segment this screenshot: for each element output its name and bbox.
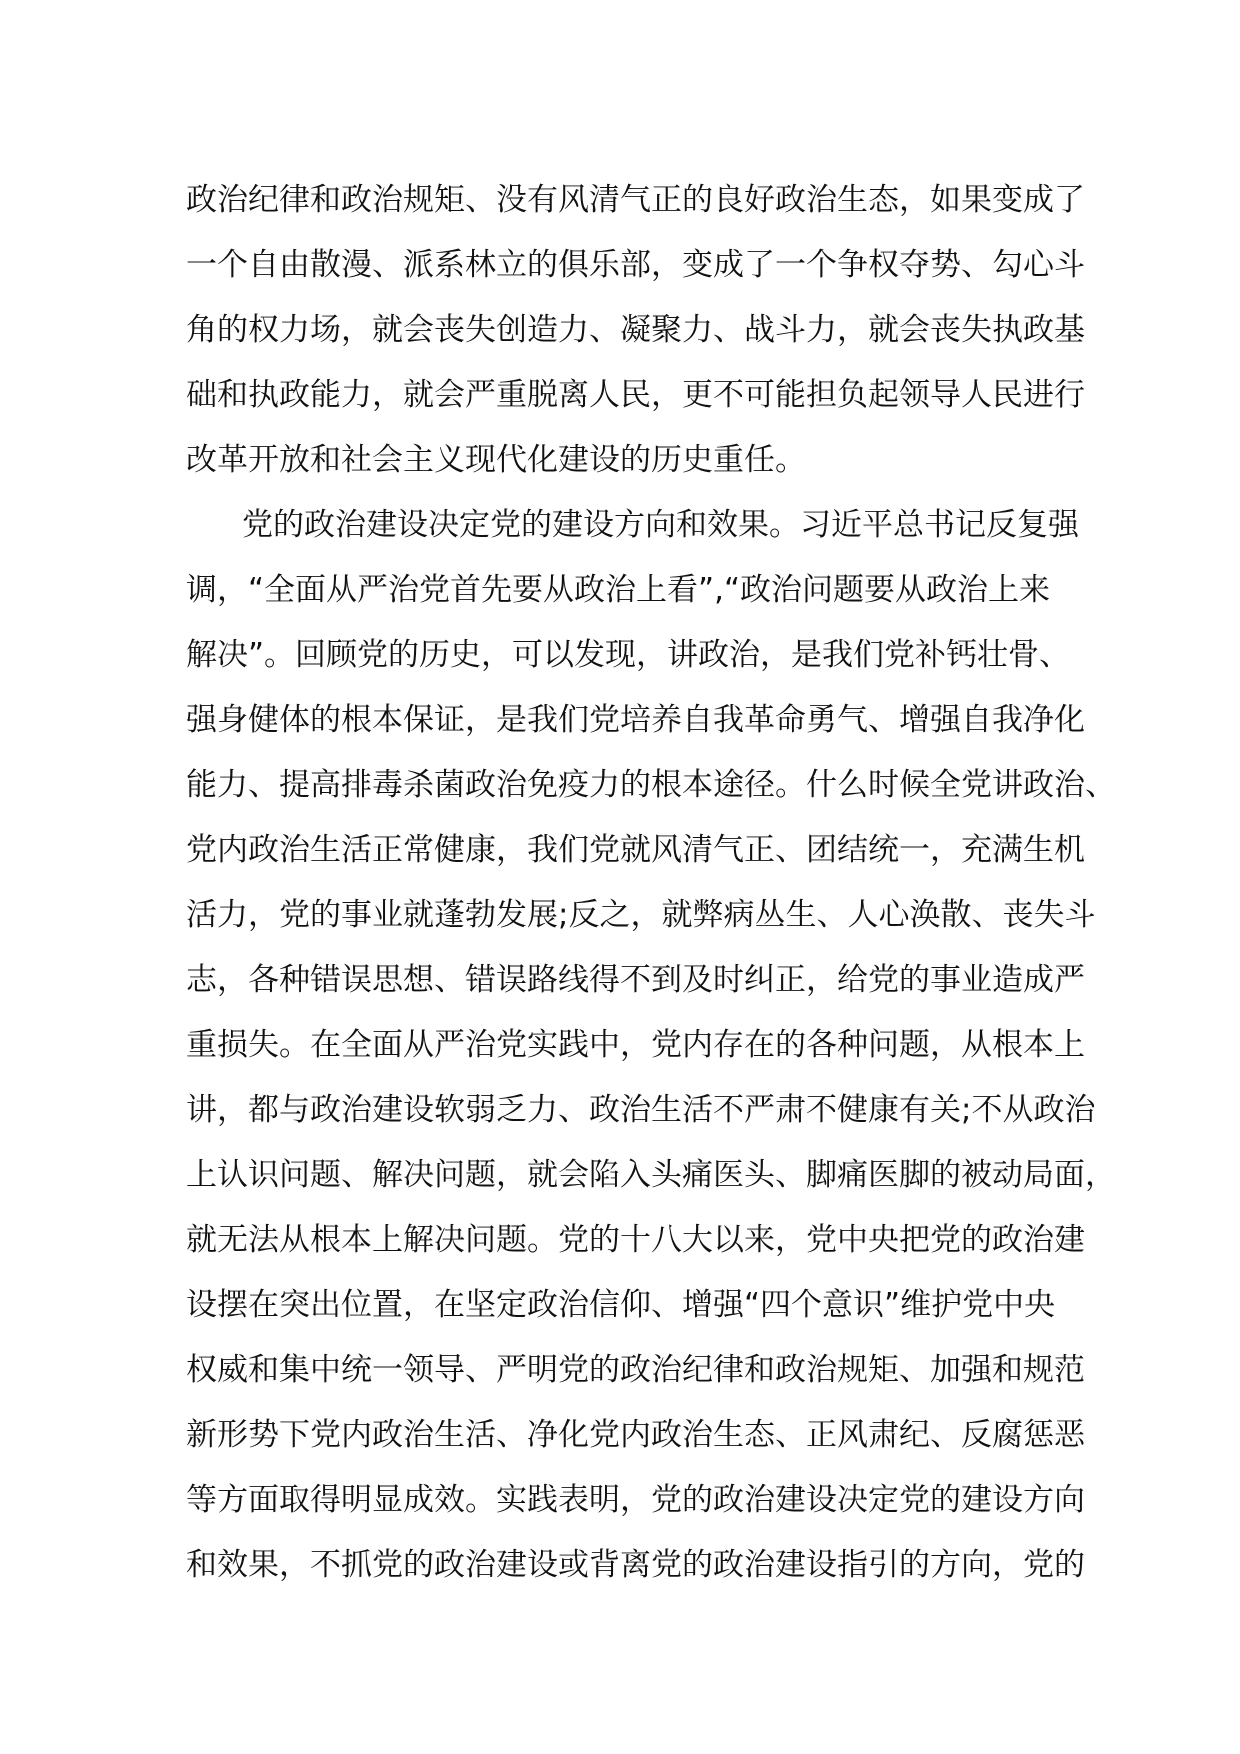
text-line: 上认识问题、解决问题，就会陷入头痛医头、脚痛医脚的被动局面， xyxy=(186,1157,1116,1193)
text-line: 强身健体的根本保证，是我们党培养自我革命勇气、增强自我净化 xyxy=(186,702,1085,738)
body-text xyxy=(186,168,1116,1598)
text-line: 就无法从根本上解决问题。党的十八大以来，党中央把党的政治建 xyxy=(186,1222,1085,1258)
text-line: 调，“全面从严治党首先要从政治上看”,“政治问题要从政治上来 xyxy=(186,572,1051,608)
text-line: 权威和集中统一领导、严明党的政治纪律和政治规矩、加强和规范 xyxy=(186,1352,1085,1388)
text-line: 政治纪律和政治规矩、没有风清气正的良好政治生态，如果变成了 xyxy=(186,182,1085,218)
text-line: 重损失。在全面从严治党实践中，党内存在的各种问题，从根本上 xyxy=(186,1027,1085,1063)
text-line: 志，各种错误思想、错误路线得不到及时纠正，给党的事业造成严 xyxy=(186,962,1085,998)
text-line: 解决”。回顾党的历史，可以发现，讲政治，是我们党补钙壮骨、 xyxy=(186,637,1071,673)
paragraph-first-line: 党的政治建设决定党的建设方向和效果。习近平总书记反复强 xyxy=(242,507,1079,543)
text-line: 和效果，不抓党的政治建设或背离党的政治建设指引的方向，党的 xyxy=(186,1547,1085,1583)
text-line: 讲，都与政治建设软弱乏力、政治生活不严肃不健康有关;不从政治 xyxy=(186,1092,1096,1128)
text-line: 能力、提高排毒杀菌政治免疫力的根本途径。什么时候全党讲政治、 xyxy=(186,767,1116,803)
text-line: 新形势下党内政治生活、净化党内政治生态、正风肃纪、反腐惩恶 xyxy=(186,1417,1085,1453)
text-line: 党内政治生活正常健康，我们党就风清气正、团结统一，充满生机 xyxy=(186,832,1085,868)
text-line: 活力，党的事业就蓬勃发展;反之，就弊病丛生、人心涣散、丧失斗 xyxy=(186,897,1096,933)
text-line: 改革开放和社会主义现代化建设的历史重任。 xyxy=(186,442,806,478)
text-line: 一个自由散漫、派系林立的俱乐部，变成了一个争权夺势、勾心斗 xyxy=(186,247,1085,283)
text-line: 等方面取得明显成效。实践表明，党的政治建设决定党的建设方向 xyxy=(186,1482,1085,1518)
text-line: 设摆在突出位置，在坚定政治信仰、增强“四个意识”维护党中央 xyxy=(186,1287,1056,1323)
text-line: 础和执政能力，就会严重脱离人民，更不可能担负起领导人民进行 xyxy=(186,377,1085,413)
text-line: 角的权力场，就会丧失创造力、凝聚力、战斗力，就会丧失执政基 xyxy=(186,312,1085,348)
